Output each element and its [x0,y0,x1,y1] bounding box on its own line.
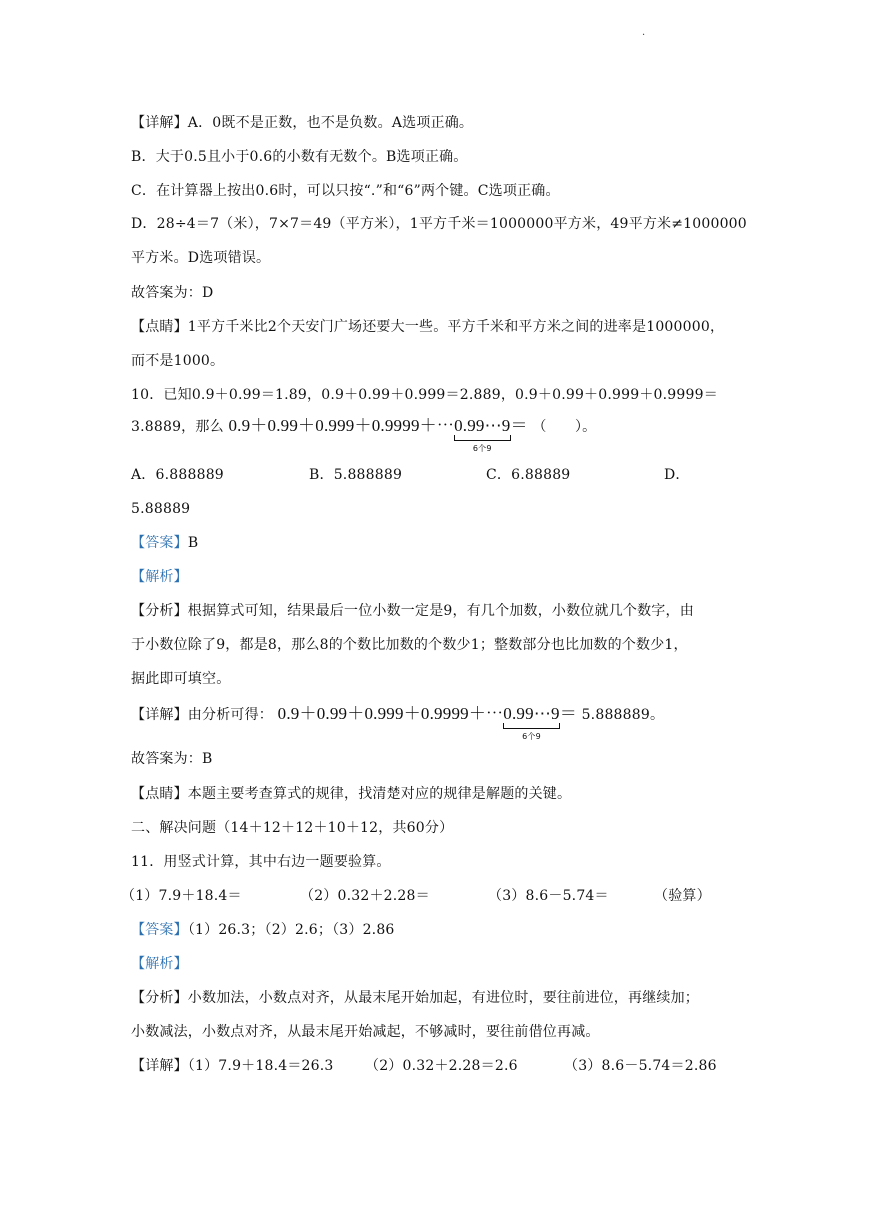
section-2-title: 二、解决问题（14＋12＋12＋10＋12，共60分） [131,820,454,836]
detail-c: C．在计算器上按出0.6时，可以只按“.”和“6”两个键。C选项正确。 [131,183,560,199]
q11-item-2: （2）0.32＋2.28＝ [300,888,430,904]
comment-9-cont: 而不是1000。 [131,353,225,369]
option-d: D． [664,467,690,483]
option-b: B．5.888889 [309,467,403,483]
question-10: 10．已知0.9＋0.99＝1.89，0.9＋0.99＋0.999＝2.889，0.9＋0.99＋0.999＋0.9999＝ [131,387,718,403]
analysis-11-b: 小数减法，小数点对齐，从最末尾开始减起，不够减时，要往前借位再减。 [131,1024,600,1040]
detail-b: B．大于0.5且小于0.6的小数有无数个。B选项正确。 [131,149,468,165]
series-formula [228,416,528,453]
analysis-tag-10: 【解析】 [131,569,188,585]
q11-item-1: （1）7.9＋18.4＝ [121,888,242,904]
detail-10-result: 5.888889。 [581,707,665,723]
question-10-formula-line [131,416,597,453]
q11-verify: （验算） [654,888,711,904]
formula-sum: 0.9＋0.99＋0.999＋0.9999＋⋯ [228,416,455,435]
formula-term [454,416,511,453]
header-dot: · [642,30,646,41]
formula-sum-2: 0.9＋0.99＋0.999＋0.9999＋⋯ [277,704,504,723]
brace-label: 6个9 [472,444,492,453]
detail-11-3: （3）8.6－5.74＝2.86 [564,1058,717,1074]
detail-d-cont: 平方米。D选项错误。 [131,250,271,266]
options-row [131,465,731,485]
analysis-10-a: 【分析】根据算式可知，结果最后一位小数一定是9，有几个加数，小数位就几个数字，由 [131,603,694,619]
analysis-10-b: 于小数位除了9，都是8，那么8的个数比加数的个数少1；整数部分也比加数的个数少1， [131,637,688,653]
option-d-value: 5.88889 [131,501,191,517]
answer-statement-9: 故答案为：D [131,285,214,301]
detail-d: D．28÷4＝7（米），7×7＝49（平方米），1平方千米＝1000000平方米，49平方米≠1000000 [131,216,747,232]
question-10-blank: （ ）。 [532,419,597,435]
question-11: 11．用竖式计算，其中右边一题要验算。 [131,854,391,870]
detail-10-prefix: 【详解】由分析可得： [131,707,273,723]
option-a: A．6.888889 [131,467,224,483]
analysis-11-a: 【分析】小数加法，小数点对齐，从最末尾开始加起，有进位时，要往前进位，再继续加； [131,990,699,1006]
answer-11 [131,920,395,940]
question-10-prefix: 3.8889，那么 [131,419,224,435]
analysis-tag-11: 【解析】 [131,956,188,972]
answer-10 [131,533,198,553]
comment-9: 【点睛】1平方千米比2个天安门广场还要大一些。平方千米和平方米之间的进率是1000000， [131,319,725,335]
formula-term-text-2: 0.99⋯9 [503,704,560,723]
detail-11-1: 【详解】（1）7.9＋18.4＝26.3 [131,1058,334,1074]
answer-value-11: （1）26.3；（2）2.6；（3）2.86 [187,922,395,938]
formula-equals-2: ＝ [559,704,577,723]
answer-statement-10: 故答案为：B [131,751,213,767]
detail-10 [131,704,665,741]
brace-label-2: 6个9 [522,732,541,741]
formula-equals: ＝ [510,416,528,435]
answer-tag: 【答案】 [131,535,188,551]
detail-11-2: （2）0.32＋2.28＝2.6 [365,1058,518,1074]
formula-term-2 [503,704,560,741]
formula-term-text: 0.99⋯9 [454,416,511,435]
detail-a: 【详解】A．0既不是正数，也不是负数。A选项正确。 [131,115,474,131]
detail-11 [131,1056,751,1076]
answer-tag-11: 【答案】 [131,922,188,938]
analysis-10-c: 据此即可填空。 [131,671,231,687]
question-11-items [121,886,741,906]
comment-10: 【点睛】本题主要考查算式的规律，找清楚对应的规律是解题的关键。 [131,786,572,802]
q11-item-3: （3）8.6－5.74＝ [488,888,609,904]
series-formula-2 [277,704,577,741]
option-c: C．6.88889 [486,467,571,483]
answer-value: B [187,535,199,551]
